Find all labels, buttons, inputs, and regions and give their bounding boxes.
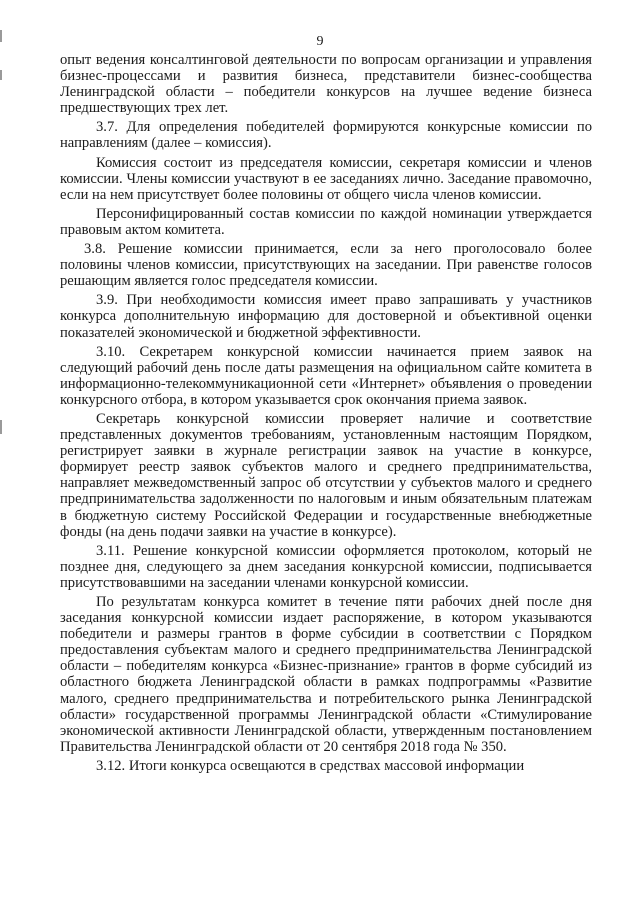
paragraph: Комиссия состоит из председателя комиссии, секретаря комиссии и членов комиссии. Члены комиссии участвуют в ее заседаниях лично. Заседание правомочно, если на нем присутствует более половины от общего числа членов комиссии. [60,154,592,203]
paragraph: 3.10. Секретарем конкурсной комиссии начинается прием заявок на следующий рабочий день после даты размещения на официальном сайте комитета в информационно-телекоммуникационной сети «Интернет» объявления о проведении конкурсного отбора, в котором указывается срок окончания приема заявок. [60,343,592,408]
page-number: 9 [316,34,324,49]
paragraph: 3.8. Решение комиссии принимается, если за него проголосовало более половины членов комиссии, присутствующих на заседании. При равенстве голосов решающим является голос председателя комиссии. [60,241,592,290]
paragraph: 3.9. При необходимости комиссия имеет право запрашивать у участников конкурса дополнительную информацию для достоверной и объективной оценки показателей экономической и бюджетной эффективности. [60,292,592,341]
paragraph: 3.12. Итоги конкурса освещаются в средствах массовой информации [96,757,525,774]
document-body [60,52,592,777]
paragraph: опыт ведения консалтинговой деятельности по вопросам организации и управления бизнес-процессами и развития бизнеса, представители бизнес-сообщества Ленинградской области – победители конкурсов на лучшее ведение бизнеса предшествующих трех лет. [60,52,592,117]
scan-edge-mark [0,420,2,434]
paragraph: Секретарь конкурсной комиссии проверяет наличие и соответствие представленных документов требованиям, установленным настоящим Порядком, регистрирует заявки в журнале регистрации заявок на участие в конкурсе, формирует реестр заявок субъектов малого и среднего предпринимательства, направляет межведомственный запрос об отсутствии у субъектов малого и среднего предпринимательства задолженности по налоговым и иным обязательным платежам в бюджетную систему Российской Федерации и государственные внебюджетные фонды (на день подачи заявки на участие в конкурсе). [60,410,592,540]
paragraph: 3.11. Решение конкурсной комиссии оформляется протоколом, который не позднее дня, следующего за днем заседания конкурсной комиссии, подписывается присутствовавшими на заседании членами конкурсной комиссии. [60,542,592,591]
paragraph: По результатам конкурса комитет в течение пяти рабочих дней после дня заседания конкурсной комиссии издает распоряжение, в котором указываются победители и размеры грантов в форме субсидии в соответствии с Порядком предоставления субъектам малого и среднего предпринимательства Ленинградской области – победителям конкурса «Бизнес-признание» грантов в форме субсидий из областного бюджета Ленинградской области в рамках подпрограммы «Развитие малого, среднего предпринимательства и потребительского рынка Ленинградской области» государственной программы Ленинградской области «Стимулирование экономической активности Ленинградской области, утвержденным постановлением Правительства Ленинградской области от 20 сентября 2018 года № 350. [60,594,592,755]
scan-edge-mark [0,70,2,80]
paragraph: 3.7. Для определения победителей формируются конкурсные комиссии по направлениям (далее – комиссия). [60,119,592,152]
paragraph: Персонифицированный состав комиссии по каждой номинации утверждается правовым актом комитета. [60,205,592,238]
